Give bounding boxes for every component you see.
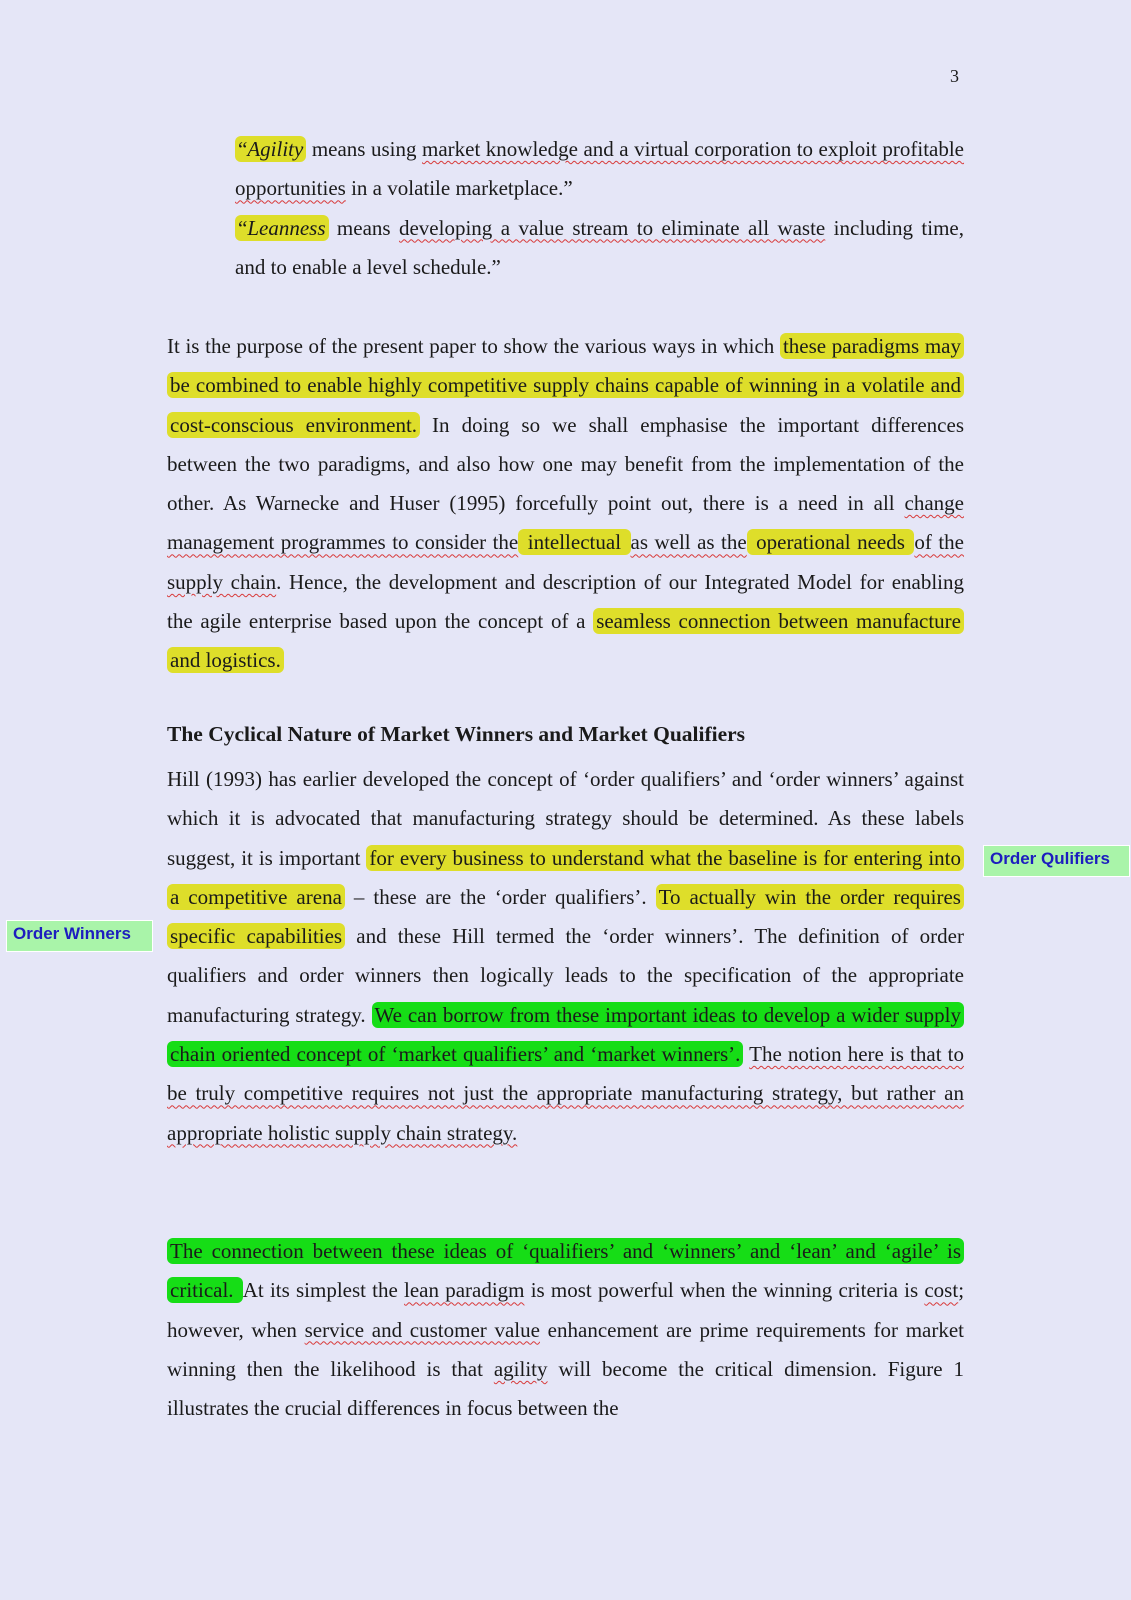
paragraph-connection: The connection between these ideas of ‘qualifiers’ and ‘winners’ and ‘lean’ and ‘agile’ is critical. At its simplest the lean paradigm is most powerful when the winning criteria is cost; however, when service and customer value enhancement are prime requirements for market winning then the likelihood is that agility will become the critical dimension. Figure 1 illustrates the crucial differences in focus between the bbox=[167, 1239, 965, 1421]
grammar-flag: cost bbox=[924, 1278, 959, 1303]
grammar-flag: The notion here is that to be truly competitive requires not just the appropriate manufacturing strategy, but rather an appropriate holistic supply chain strategy. bbox=[167, 1042, 965, 1145]
section-heading: The Cyclical Nature of Market Winners and Market Qualifiers bbox=[167, 722, 746, 746]
agility-term-highlight: “Agility bbox=[235, 136, 306, 162]
highlight-baseline: for every business to understand what the baseline is for entering into a competitive arena bbox=[167, 845, 964, 910]
grammar-flag: agility bbox=[493, 1356, 548, 1381]
comment-order-qualifiers[interactable]: Order Qulifiers bbox=[983, 845, 1130, 877]
paragraph-hill: Hill (1993) has earlier developed the concept of ‘order qualifiers’ and ‘order winners’ against which it is advocated that manufacturing strategy should be determined. As these labels suggest, it is important for every business to understand what the baseline is for entering into a competitive arena – these are the ‘order qualifiers’. To actually win the order requires specific capabilities and these Hill termed the ‘order winners’. The definition of order qualifiers and order winners then logically leads to the specification of the appropriate manufacturing strategy. We can borrow from these important ideas to develop a wider supply chain oriented concept of ‘market qualifiers’ and ‘market winners’. The notion here is that to be truly competitive requires not just the appropriate manufacturing strategy, but rather an appropriate holistic supply chain strategy. bbox=[167, 767, 965, 1145]
highlight-paradigms: these paradigms may be combined to enable highly competitive supply chains capable of winning in a volatile and cost-conscious environment. bbox=[167, 333, 964, 438]
agility-quote: “Agility means using market knowledge and a virtual corporation to exploit profitable opportunities in a volatile marketplace.” bbox=[235, 137, 965, 201]
grammar-flag: lean paradigm bbox=[404, 1278, 525, 1303]
highlight-win-order: To actually win the order requires specific capabilities bbox=[167, 884, 964, 949]
grammar-flag: of the supply chain bbox=[167, 530, 965, 594]
highlight-connection-critical: The connection between these ideas of ‘qualifiers’ and ‘winners’ and ‘lean’ and ‘agile’ is critical. bbox=[167, 1238, 964, 1303]
comment-order-winners[interactable]: Order Winners bbox=[6, 920, 153, 952]
highlight-seamless-connection: seamless connection between manufacture and logistics. bbox=[167, 608, 964, 673]
grammar-flag: developing a value stream to eliminate all waste bbox=[398, 215, 826, 240]
leanness-term-highlight: “Leanness bbox=[235, 215, 329, 241]
highlight-borrow-ideas: We can borrow from these important ideas to develop a wider supply chain oriented concept of ‘market qualifiers’ and ‘market winners’. bbox=[167, 1002, 964, 1067]
grammar-flag: service and customer value bbox=[304, 1317, 540, 1342]
grammar-flag: market knowledge and a virtual corporation to exploit profitable opportunities bbox=[235, 137, 965, 201]
page-number: 3 bbox=[950, 66, 959, 86]
highlight-operational-needs: operational needs bbox=[747, 529, 915, 555]
definition-quotes bbox=[235, 130, 964, 287]
highlight-intellectual: intellectual bbox=[518, 529, 630, 555]
grammar-flag: change management programmes to consider the bbox=[167, 491, 964, 555]
grammar-flag: as well as the bbox=[630, 530, 747, 555]
leanness-quote: “Leanness means developing a value stream to eliminate all waste including time, and to enable a level schedule.” bbox=[235, 215, 964, 279]
paragraph-purpose: It is the purpose of the present paper to show the various ways in which these paradigms may be combined to enable highly competitive supply chains capable of winning in a volatile and cost-conscious environment. In doing so we shall emphasise the important differences between the two paradigms, and also how one may benefit from the implementation of the other. As Warnecke and Huser (1995) forcefully point out, there is a need in all change management programmes to consider the intellectual as well as the operational needs of the supply chain. Hence, the development and description of our Integrated Model for enabling the agile enterprise based upon the concept of a seamless connection between manufacture and logistics. bbox=[167, 334, 965, 673]
